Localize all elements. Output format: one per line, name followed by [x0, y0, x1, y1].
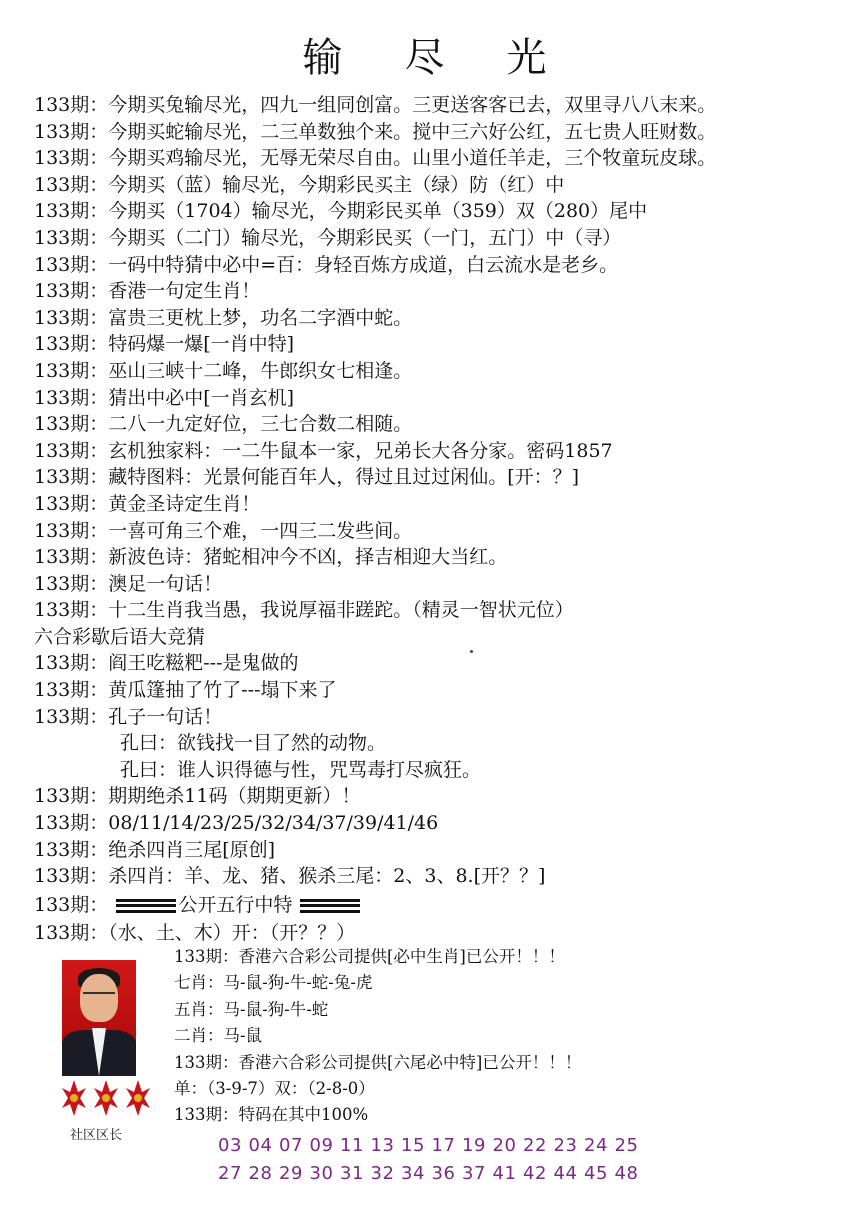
info-line: 五肖：马-鼠-狗-牛-蛇 — [174, 999, 329, 1019]
info-lines — [174, 944, 844, 1129]
special-number: 20 — [492, 1135, 517, 1156]
page-title: 输尽光 — [302, 35, 609, 81]
line-tag: 133期： — [34, 519, 109, 542]
line-text: 玄机独家料：一二牛鼠本一家，兄弟长大各分家。密码1857 — [108, 439, 613, 462]
prediction-line — [34, 571, 844, 598]
medal-icon — [92, 1078, 120, 1118]
special-number: 03 — [218, 1135, 243, 1156]
line-tag: 133期： — [34, 785, 109, 808]
line-tag: 133期： — [34, 838, 109, 861]
line-text: 期期绝杀11码（期期更新）！ — [108, 785, 361, 808]
special-number: 15 — [401, 1135, 426, 1156]
prediction-line — [34, 385, 844, 412]
line-tag: 133期： — [34, 147, 109, 170]
special-number: 25 — [614, 1135, 639, 1156]
special-number: 30 — [309, 1163, 334, 1184]
numbers-row-1 — [218, 1132, 838, 1160]
prediction-line — [34, 331, 844, 358]
line-text: 孔子一句话！ — [108, 705, 223, 728]
prediction-line — [34, 624, 844, 651]
special-number: 32 — [370, 1163, 395, 1184]
special-number: 07 — [279, 1135, 304, 1156]
special-number: 04 — [248, 1135, 273, 1156]
line-tag: 133期： — [34, 679, 109, 702]
line-text: 黄瓜篷抽了竹了---塌下来了 — [108, 679, 337, 702]
prediction-line — [34, 863, 844, 890]
line-text: 杀四肖：羊、龙、猪、猴杀三尾：2、3、8.[开？？] — [108, 865, 546, 888]
wuxing-tag: 133期： — [34, 893, 109, 916]
line-text: 今期买兔输尽光，四九一组同创富。三更送客客已去，双里寻八八末来。 — [108, 94, 717, 116]
special-number: 09 — [309, 1135, 334, 1156]
special-number: 48 — [614, 1163, 639, 1184]
medal-icon — [124, 1078, 152, 1118]
prediction-line — [34, 358, 844, 385]
line-text: 今期买（1704）输尽光，今期彩民买单（359）双（280）尾中 — [108, 200, 648, 223]
prediction-line — [34, 597, 844, 624]
line-text: 藏特图料：光景何能百年人，得过且过过闲仙。[开：？] — [108, 466, 580, 489]
line-text: 绝杀四肖三尾[原创] — [108, 838, 276, 861]
prediction-line — [34, 810, 844, 837]
prediction-line — [34, 464, 844, 491]
prediction-line — [34, 172, 844, 199]
line-tag: 133期： — [34, 200, 109, 223]
line-text: 08/11/14/23/25/32/34/37/39/41/46 — [108, 812, 439, 835]
line-text: 今期买蛇输尽光，二三单数独个来。搅中三六好公红，五七贵人旺财数。 — [108, 120, 717, 143]
special-number: 42 — [523, 1163, 548, 1184]
special-number: 19 — [462, 1135, 487, 1156]
line-tag: 133期： — [34, 333, 109, 356]
prediction-line — [34, 491, 844, 518]
special-number: 24 — [584, 1135, 609, 1156]
prediction-line — [34, 305, 844, 332]
trigram-icon-left — [116, 899, 176, 913]
line-text: 今期买鸡输尽光，无辱无荣尽自由。山里小道任羊走，三个牧童玩皮球。 — [108, 147, 717, 170]
special-numbers — [218, 1132, 838, 1188]
info-line: 七肖：马-鼠-狗-牛-蛇-兔-虎 — [174, 973, 373, 993]
prediction-line — [34, 278, 844, 305]
line-text: 一喜可角三个难，一四三二发些间。 — [108, 519, 413, 542]
line-text: 六合彩歇后语大竞猜 — [34, 625, 206, 648]
person-photo — [62, 960, 136, 1076]
prediction-line — [34, 783, 844, 810]
line-tag: 133期： — [34, 280, 109, 303]
line-tag: 133期： — [34, 546, 109, 569]
line-tag: 133期： — [34, 812, 109, 835]
line-text: 一码中特猜中必中=百：身轻百炼方成道，白云流水是老乡。 — [108, 253, 619, 276]
special-number: 17 — [431, 1135, 456, 1156]
wuxing-row — [34, 890, 844, 920]
prediction-line — [34, 730, 844, 757]
line-text: 香港一句定生肖！ — [108, 280, 261, 303]
line-tag: 133期： — [34, 94, 109, 116]
line-tag: 133期： — [34, 359, 109, 382]
special-number: 31 — [340, 1163, 365, 1184]
line-text: 富贵三更枕上梦，功名二字酒中蛇。 — [108, 306, 413, 329]
line-tag: 133期： — [34, 253, 109, 276]
special-number: 37 — [462, 1163, 487, 1184]
line-text: 澳足一句话！ — [108, 572, 223, 595]
line-text: 今期买（蓝）输尽光，今期彩民买主（绿）防（红）中 — [108, 173, 565, 196]
numbers-row-2 — [218, 1160, 838, 1188]
wuxing-answer-row — [34, 920, 844, 947]
special-number: 28 — [248, 1163, 273, 1184]
lines-container — [34, 92, 844, 890]
prediction-line — [34, 252, 844, 279]
line-tag: 133期： — [34, 173, 109, 196]
line-tag: 133期： — [34, 439, 109, 462]
line-tag: 133期： — [34, 865, 109, 888]
stray-dot — [470, 650, 473, 653]
line-text: 二八一九定好位，三七合数二相随。 — [108, 413, 413, 436]
line-text: 阎王吃糍粑---是鬼做的 — [108, 652, 299, 675]
special-number: 23 — [553, 1135, 578, 1156]
line-tag: 133期： — [34, 652, 109, 675]
wuxing-answer-text: （水、土、木）开：（开？？） — [108, 921, 356, 944]
special-number: 34 — [401, 1163, 426, 1184]
info-line: 133期：香港六合彩公司提供[六尾必中特]已公开！！！ — [174, 1052, 582, 1072]
line-text: 孔曰：谁人识得德与性，咒骂毒打尽疯狂。 — [120, 758, 482, 781]
special-number: 44 — [553, 1163, 578, 1184]
prediction-line — [34, 650, 844, 677]
prediction-line — [34, 438, 844, 465]
line-tag: 133期： — [34, 226, 109, 249]
special-number: 13 — [370, 1135, 395, 1156]
info-line: 单：（3-9-7）双：（2-8-0） — [174, 1078, 375, 1098]
prediction-line — [34, 119, 844, 146]
medal-icon — [60, 1078, 88, 1118]
line-tag: 133期： — [34, 572, 109, 595]
prediction-line — [34, 757, 844, 784]
line-tag: 133期： — [34, 599, 109, 622]
line-text: 十二生肖我当愚，我说厚福非蹉跎。（精灵一智状元位） — [108, 599, 574, 622]
line-tag: 133期： — [34, 386, 109, 409]
line-text: 巫山三峡十二峰，牛郎织女七相逢。 — [108, 359, 413, 382]
line-text: 特码爆一爆[一肖中特] — [108, 333, 295, 356]
prediction-line — [34, 411, 844, 438]
bottom-section — [0, 944, 849, 1216]
photo-caption: 社区区长 — [70, 1128, 123, 1143]
info-line: 133期：特码在其中100% — [174, 1105, 369, 1125]
special-number: 22 — [523, 1135, 548, 1156]
prediction-line — [34, 145, 844, 172]
line-tag: 133期： — [34, 306, 109, 329]
medals — [58, 1078, 154, 1120]
line-text: 黄金圣诗定生肖！ — [108, 492, 261, 515]
wuxing-answer-tag: 133期： — [34, 921, 109, 944]
prediction-line — [34, 92, 844, 119]
prediction-line — [34, 225, 844, 252]
line-text: 孔曰：欲钱找一目了然的动物。 — [120, 732, 387, 755]
line-tag: 133期： — [34, 492, 109, 515]
special-number: 36 — [431, 1163, 456, 1184]
special-number: 11 — [340, 1135, 365, 1156]
line-tag: 133期： — [34, 466, 109, 489]
prediction-line — [34, 544, 844, 571]
line-tag: 133期： — [34, 705, 109, 728]
prediction-line — [34, 198, 844, 225]
prediction-line — [34, 677, 844, 704]
line-tag: 133期： — [34, 413, 109, 436]
info-line: 二肖：马-鼠 — [174, 1026, 263, 1046]
wuxing-text: 公开五行中特 — [178, 893, 293, 916]
info-line: 133期：香港六合彩公司提供[必中生肖]已公开！！！ — [174, 947, 565, 966]
trigram-icon-right — [300, 899, 360, 913]
special-number: 27 — [218, 1163, 243, 1184]
special-number: 29 — [279, 1163, 304, 1184]
prediction-lines — [34, 92, 844, 946]
line-text: 今期买（二门）输尽光，今期彩民买（一门，五门）中（寻） — [108, 226, 622, 249]
line-tag: 133期： — [34, 120, 109, 143]
prediction-line — [34, 837, 844, 864]
line-text: 新波色诗：猪蛇相冲今不凶，择吉相迎大当红。 — [108, 546, 508, 569]
prediction-line — [34, 518, 844, 545]
special-number: 41 — [492, 1163, 517, 1184]
special-number: 45 — [584, 1163, 609, 1184]
prediction-line — [34, 704, 844, 731]
line-text: 猜出中必中[一肖玄机] — [108, 386, 295, 409]
